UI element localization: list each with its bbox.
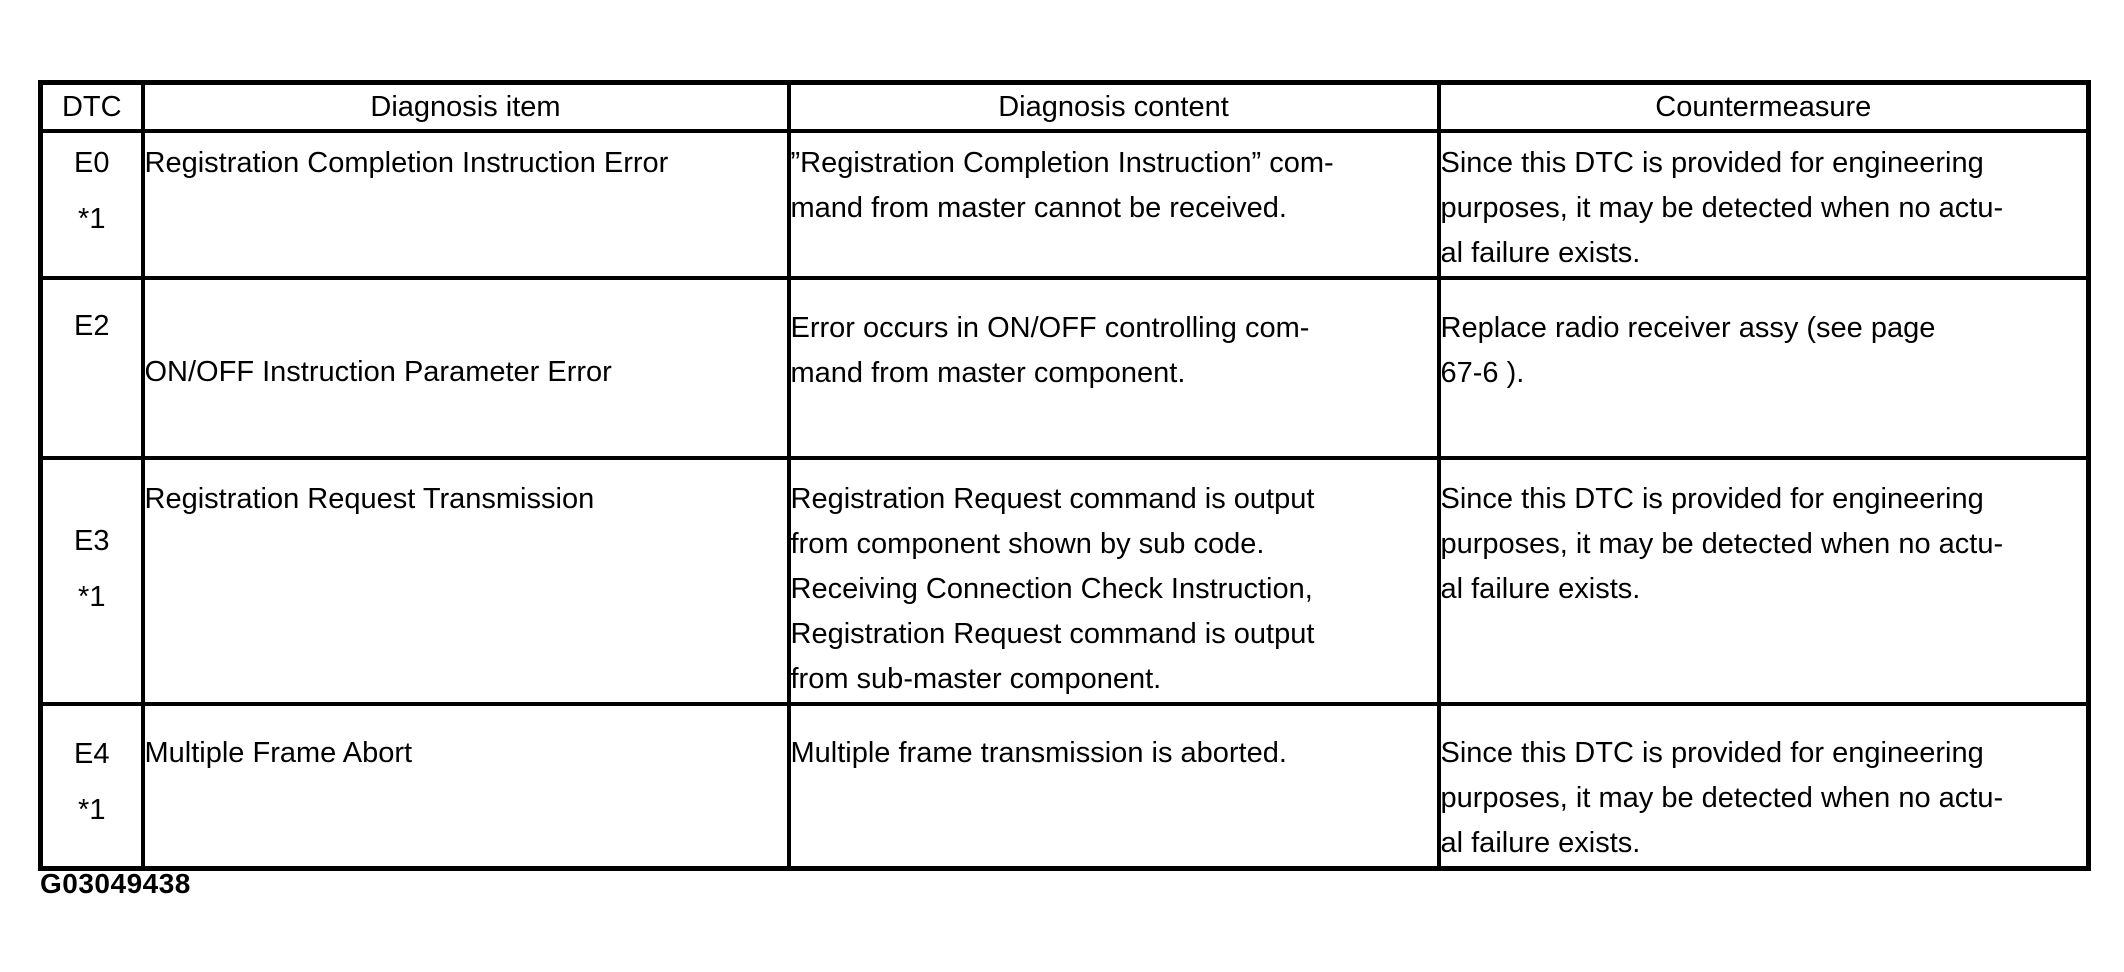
figure-id: G03049438 [40,868,191,899]
countermeasure-cell [1439,131,2089,278]
diagnosis-item-cell [143,131,789,278]
cell-line: Registration Completion Instruction Error [144,146,669,179]
table-header-row [41,83,2089,131]
cell-line: Replace radio receiver assy (see page [1440,311,1936,344]
table-row [41,131,2089,278]
cell-line: from sub-master component. [790,662,1162,695]
cell-line: purposes, it may be detected when no actu- [1440,527,2004,560]
dtc-code: E2 [74,309,110,342]
dtc-cell [41,131,143,278]
countermeasure-cell [1439,704,2089,869]
cell-line: 67-6 ). [1440,356,1525,389]
dtc-cell [41,458,143,704]
dtc-footnote: *1 [78,793,106,826]
diagnosis-content-cell [789,278,1439,458]
col-header-dtc: DTC [41,83,143,131]
cell-line: Multiple Frame Abort [144,736,413,769]
table-row [41,704,2089,869]
cell-line: al failure exists. [1440,572,1641,605]
table-row [41,278,2089,458]
table-row [41,458,2089,704]
cell-line: mand from master component. [790,356,1186,389]
dtc-cell [41,704,143,869]
cell-line: Since this DTC is provided for engineering [1440,482,1984,515]
diagnosis-content-cell [789,704,1439,869]
diagnosis-item-cell [143,458,789,704]
diagnosis-content-cell [789,131,1439,278]
dtc-table [38,80,2091,871]
cell-line: ”Registration Completion Instruction” com- [790,146,1334,179]
cell-line: purposes, it may be detected when no actu- [1440,191,2004,224]
cell-line: purposes, it may be detected when no actu- [1440,781,2004,814]
cell-line: al failure exists. [1440,826,1641,859]
cell-line: from component shown by sub code. [790,527,1265,560]
dtc-footnote: *1 [78,202,106,235]
col-header-countermeasure: Countermeasure [1439,83,2089,131]
cell-line: Since this DTC is provided for engineering [1440,146,1984,179]
dtc-cell [41,278,143,458]
cell-line: ON/OFF Instruction Parameter Error [144,355,612,388]
dtc-code: E4 [74,737,110,770]
diagnosis-content-cell [789,458,1439,704]
diagnosis-item-cell [143,278,789,458]
cell-line: Error occurs in ON/OFF controlling com- [790,311,1310,344]
cell-line: Since this DTC is provided for engineering [1440,736,1984,769]
cell-line: Multiple frame transmission is aborted. [790,736,1287,769]
dtc-code: E0 [74,146,110,179]
cell-line: Registration Request Transmission [144,482,595,515]
countermeasure-cell [1439,278,2089,458]
dtc-code: E3 [74,524,110,557]
dtc-footnote: *1 [78,580,106,613]
cell-line: Receiving Connection Check Instruction, [790,572,1313,605]
col-header-diagnosis-content: Diagnosis content [789,83,1439,131]
countermeasure-cell [1439,458,2089,704]
cell-line: Registration Request command is output [790,482,1315,515]
cell-line: Registration Request command is output [790,617,1315,650]
cell-line: al failure exists. [1440,236,1641,269]
diagnosis-item-cell [143,704,789,869]
cell-line: mand from master cannot be received. [790,191,1287,224]
col-header-diagnosis-item: Diagnosis item [143,83,789,131]
